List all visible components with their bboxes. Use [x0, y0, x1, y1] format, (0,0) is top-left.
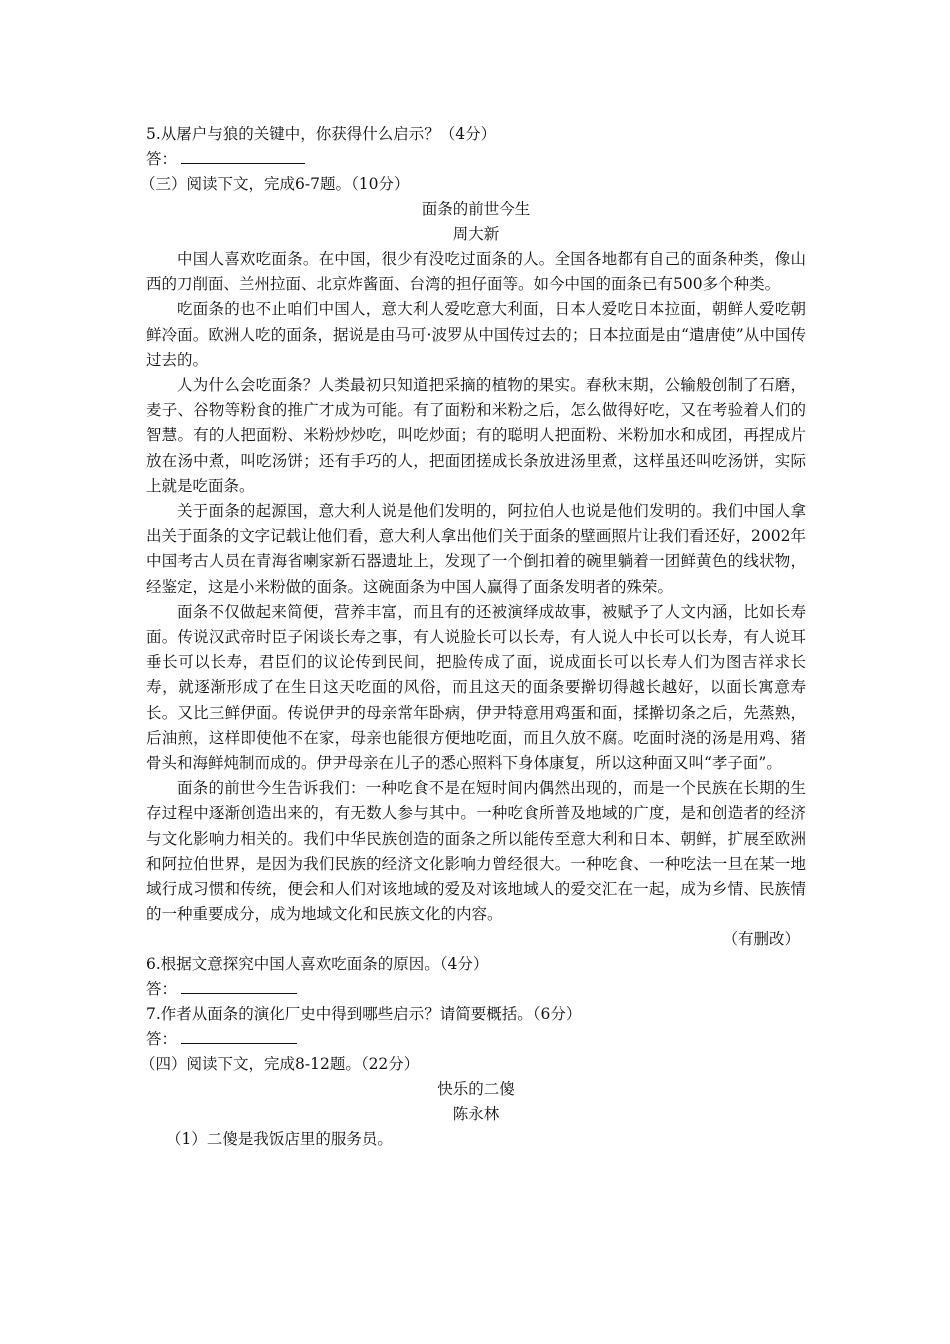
- article-paragraph: 吃面条的也不止咱们中国人，意大利人爱吃意大利面，日本人爱吃日本拉面，朝鲜人爱吃朝鲜冷面。欧洲人吃的面条，据说是由马可·波罗从中国传过去的；日本拉面是由“遣唐使”从中国传过去的。: [146, 300, 806, 369]
- edit-note: （有删改）: [722, 930, 800, 949]
- answer-label: 答：: [146, 1030, 178, 1049]
- article-paragraph: 中国人喜欢吃面条。在中国，很少有没吃过面条的人。全国各地都有自己的面条种类，像山西的刀削面、兰州拉面、北京炸酱面、台湾的担仔面等。如今中国的面条已有500多个种类。: [146, 250, 806, 294]
- article-title: 面条的前世今生: [421, 200, 531, 218]
- answer-blank[interactable]: [181, 147, 305, 164]
- question-7: 7.作者从面条的演化厂史中得到哪些启示？请简要概括。（6分）: [146, 1005, 582, 1024]
- answer-label: 答：: [146, 980, 178, 999]
- answer-label: 答：: [146, 150, 178, 168]
- article-paragraph: 面条的前世今生告诉我们：一种吃食不是在短时间内偶然出现的，而是一个民族在长期的生存过程中逐渐创造出来的，有无数人参与其中。一种吃食所普及地域的广度，是和创造者的经济与文化影响力相关的。我们中华民族创造的面条之所以能传至意大利和日本、朝鲜，扩展至欧洲和阿拉伯世界，是因为我们民族的经济文化影响力曾经很大。一种吃食、一种吃法一旦在某一地域行成习惯和传统，便会和人们对该地域的爱及对该地域人的爱交汇在一起，成为乡情、民族情的一种重要成分，成为地域文化和民族文化的内容。: [146, 779, 806, 924]
- answer-line-7: [146, 1027, 806, 1052]
- article-paragraph: 关于面条的起源国，意大利人说是他们发明的，阿拉伯人也说是他们发明的。我们中国人拿出关于面条的文字记载让他们看，意大利人拿出他们关于面条的壁画照片让我们看还好，2002年中国考古人员在青海省喇家新石器遗址上，发现了一个倒扣着的碗里躺着一团鲜黄色的线状物，经鉴定，这是小米粉做的面条。这碗面条为中国人赢得了面条发明者的殊荣。: [146, 502, 806, 596]
- answer-blank[interactable]: [181, 977, 297, 994]
- answer-line-6: [146, 977, 806, 1002]
- section-3-heading: （三）阅读下文，完成6-7题。（10分）: [140, 175, 410, 193]
- answer-line-5: [146, 147, 806, 172]
- article-paragraph: 人为什么会吃面条？人类最初只知道把采摘的植物的果实。春秋末期，公输般创制了石磨，麦子、谷物等粉食的推广才成为可能。有了面粉和米粉之后，怎么做得好吃，又在考验着人们的智慧。有的人把面粉、米粉炒炒吃，叫吃炒面；有的聪明人把面粉、米粉加水和成团，再捏成片放在汤中煮，叫吃汤饼；还有手巧的人，把面团搓成长条放进汤里煮，这样虽还叫吃汤饼，实际上就是吃面条。: [146, 376, 806, 495]
- document-page: [140, 122, 806, 1152]
- answer-blank[interactable]: [181, 1027, 297, 1044]
- story-title: 快乐的二傻: [437, 1080, 515, 1099]
- section-4-heading: （四）阅读下文，完成8-12题。（22分）: [140, 1055, 420, 1074]
- question-6: 6.根据文意探究中国人喜欢吃面条的原因。（4分）: [146, 955, 489, 974]
- article-paragraph: 面条不仅做起来简便，营养丰富，而且有的还被演绎成故事，被赋予了人文内涵，比如长寿面。传说汉武帝时臣子闲谈长寿之事，有人说脸长可以长寿，有人说人中长可以长寿，有人说耳垂长可以长寿，君臣们的议论传到民间，把脸传成了面，说成面长可以长寿人们为图吉祥求长寿，就逐渐形成了在生日这天吃面的风俗，而且这天的面条要擀切得越长越好，以面长寓意寿长。又比三鲜伊面。传说伊尹的母亲常年卧病，伊尹特意用鸡蛋和面，揉擀切条之后，先蒸熟，后油煎，这样即使他不在家，母亲也能很方便地吃面，而且久放不腐。吃面时浇的汤是用鸡、猪骨头和海鲜炖制而成的。伊尹母亲在儿子的悉心照料下身体康复，所以这种面又叫“孝子面”。: [146, 602, 806, 773]
- article-author: 周大新: [452, 225, 500, 243]
- story-paragraph: （1）二傻是我饭店里的服务员。: [166, 1130, 393, 1149]
- question-5: 5.从屠户与狼的关键中，你获得什么启示？（4分）: [146, 125, 497, 143]
- story-author: 陈永林: [452, 1105, 500, 1124]
